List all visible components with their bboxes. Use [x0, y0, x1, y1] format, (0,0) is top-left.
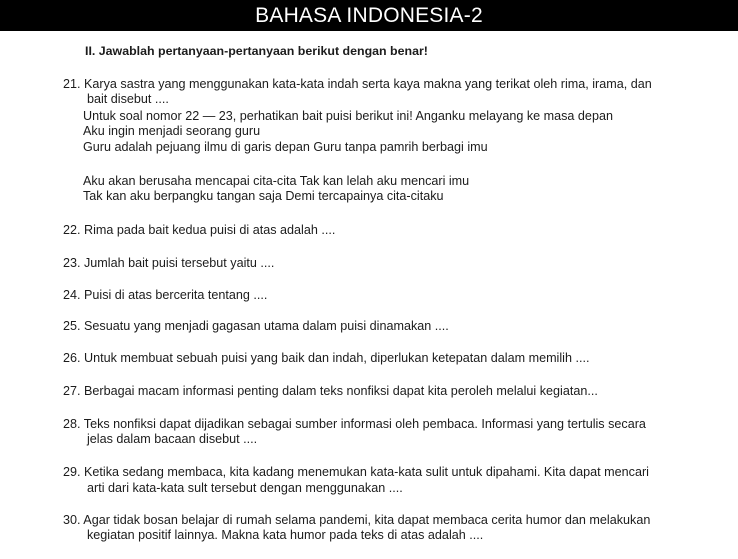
- page-title: BAHASA INDONESIA-2: [0, 0, 738, 31]
- question-28-line-2: jelas dalam bacaan disebut ....: [87, 432, 258, 446]
- poem-line-1: Aku ingin menjadi seorang guru: [83, 124, 261, 138]
- question-27: 27. Berbagai macam informasi penting dalam teks nonfiksi dapat kita peroleh melalui kegiatan...: [63, 384, 598, 398]
- question-24: 24. Puisi di atas bercerita tentang ....: [63, 288, 268, 302]
- question-25: 25. Sesuatu yang menjadi gagasan utama dalam puisi dinamakan ....: [63, 319, 449, 333]
- question-28-line-1: 28. Teks nonfiksi dapat dijadikan sebagai sumber informasi oleh pembaca. Informasi yang tertulis secara: [63, 417, 646, 431]
- question-21-line-2: bait disebut ....: [87, 92, 169, 106]
- question-29-line-1: 29. Ketika sedang membaca, kita kadang menemukan kata-kata sulit untuk dipahami. Kita dapat mencari: [63, 465, 649, 479]
- question-23: 23. Jumlah bait puisi tersebut yaitu ....: [63, 256, 275, 270]
- question-26: 26. Untuk membuat sebuah puisi yang baik dan indah, diperlukan ketepatan dalam memilih ....: [63, 351, 590, 365]
- poem-line-3: Aku akan berusaha mencapai cita-cita Tak kan lelah aku mencari imu: [83, 174, 470, 188]
- question-22: 22. Rima pada bait kedua puisi di atas adalah ....: [63, 223, 336, 237]
- question-30-line-1: 30. Agar tidak bosan belajar di rumah selama pandemi, kita dapat membaca cerita humor dan melakukan: [63, 513, 651, 527]
- worksheet-body: [0, 31, 738, 559]
- poem-line-4: Tak kan aku berpangku tangan saja Demi tercapainya cita-citaku: [83, 189, 444, 203]
- question-29-line-2: arti dari kata-kata sult tersebut dengan menggunakan ....: [87, 481, 403, 495]
- question-21-line-1: 21. Karya sastra yang menggunakan kata-kata indah serta kaya makna yang terikat oleh rima, irama, dan: [63, 77, 652, 91]
- question-30-line-2: kegiatan positif lainnya. Makna kata humor pada teks di atas adalah ....: [87, 528, 484, 542]
- poem-intro: Untuk soal nomor 22 — 23, perhatikan bait puisi berikut ini! Anganku melayang ke masa depan: [83, 109, 613, 123]
- poem-line-2: Guru adalah pejuang ilmu di garis depan Guru tanpa pamrih berbagi imu: [83, 140, 488, 154]
- section-instruction: II. Jawablah pertanyaan-pertanyaan berikut dengan benar!: [85, 44, 428, 58]
